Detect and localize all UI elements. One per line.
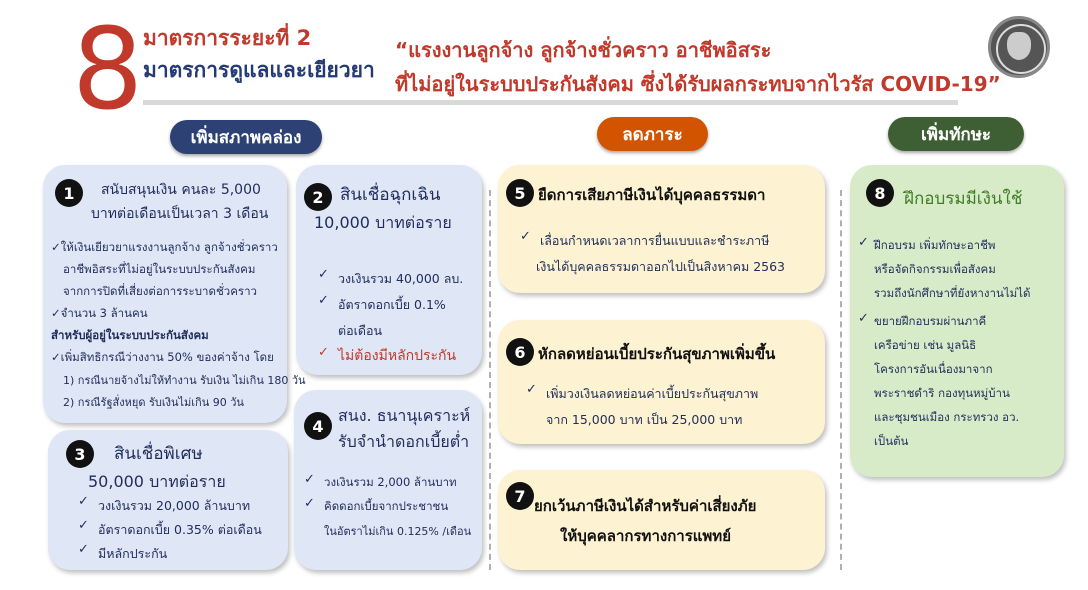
check-icon: ✓	[318, 267, 329, 282]
check-icon: ✓	[858, 311, 869, 326]
check-icon: ✓	[304, 496, 315, 511]
card-line: คิดดอกเบี้ยจากประชาชน	[324, 499, 449, 513]
card-subheading: สำหรับผู้อยู่ในระบบประกันสังคม	[51, 328, 209, 342]
measure-subtitle: มาตรการดูแลและเยียวยา	[143, 58, 375, 82]
card-line: ฝึกอบรม เพิ่มทักษะอาชีพ	[874, 238, 996, 252]
card-title: หักลดหย่อนเบี้ยประกันสุขภาพเพิ่มขึ้น	[538, 345, 776, 363]
section-skills: เพิ่มทักษะ	[888, 117, 1024, 151]
card-title: ยืดการเสียภาษีเงินได้บุคคลธรรมดา	[538, 186, 766, 204]
card-special-loan	[48, 430, 288, 570]
card-title-2: ให้บุคคลากรทางการแพทย์	[560, 527, 731, 545]
card-line: รวมถึงนักศึกษาที่ยังหางานไม่ได้	[874, 286, 1031, 300]
card-title: สินเชื่อพิเศษ	[114, 444, 203, 464]
check-icon: ✓	[78, 542, 89, 557]
card-paid-training	[850, 165, 1064, 477]
card-line: มีหลักประกัน	[98, 546, 168, 561]
card-line: เพิ่มวงเงินลดหย่อนค่าเบี้ยประกันสุขภาพ	[546, 386, 759, 401]
check-icon: ✓	[520, 229, 531, 244]
card-line: อัตราดอกเบี้ย 0.1%	[338, 297, 446, 312]
card-title: สนับสนุนเงิน คนละ 5,000	[101, 182, 261, 198]
card-line: เป็นต้น	[874, 434, 909, 448]
card-emergency-loan	[296, 165, 482, 375]
card-title-2: 10,000 บาทต่อราย	[314, 213, 452, 232]
card-title: ฝึกอบรมมีเงินใช้	[904, 189, 1023, 209]
card-line: เงินได้บุคคลธรรมดาออกไปเป็นสิงหาคม 2563	[536, 259, 786, 274]
check-icon: ✓	[858, 235, 869, 250]
card-line: ✓ให้เงินเยียวยาแรงงานลูกจ้าง ลูกจ้างชั่วคราว	[51, 240, 278, 254]
column-divider	[840, 190, 842, 570]
card-medical-risk-allowance	[498, 470, 825, 570]
card-line: จาก 15,000 บาท เป็น 25,000 บาท	[546, 412, 743, 427]
card-health-insurance-deduction	[498, 320, 825, 444]
card-line: โครงการอันเนื่องมาจาก	[874, 362, 993, 376]
card-line: ✓จำนวน 3 ล้านคน	[51, 306, 148, 320]
card-line: เลื่อนกำหนดเวลาการยื่นแบบและชำระภาษี	[540, 233, 770, 248]
card-line: ในอัตราไม่เกิน 0.125% /เดือน	[324, 525, 472, 538]
card-title: สินเชื่อฉุกเฉิน	[340, 185, 441, 205]
garuda-icon	[1007, 32, 1031, 60]
card-title-2: บาทต่อเดือนเป็นเวลา 3 เดือน	[91, 206, 269, 222]
card-line: หรือจัดกิจกรรมเพื่อสังคม	[874, 262, 996, 276]
card-number: 2	[304, 183, 332, 211]
card-number: 6	[506, 338, 534, 366]
section-liquidity: เพิ่มสภาพคล่อง	[170, 120, 322, 154]
check-icon: ✓	[304, 472, 315, 487]
card-line: จากการปิดที่เสี่ยงต่อการระบาดชั่วคราว	[63, 284, 258, 298]
card-number: 4	[304, 412, 332, 440]
card-line: ✓เพิ่มสิทธิกรณีว่างงาน 50% ของค่าจ้าง โดย	[51, 350, 274, 364]
card-title: สนง. ธนานุเคราะห์	[338, 406, 471, 425]
card-line-highlight: ไม่ต้องมีหลักประกัน	[338, 348, 457, 364]
card-title-2: รับจำนำดอกเบี้ยต่ำ	[338, 432, 470, 451]
card-title: ยกเว้นภาษีเงินได้สำหรับค่าเสี่ยงภัย	[534, 497, 757, 515]
card-line: วงเงินรวม 2,000 ล้านบาท	[324, 475, 457, 489]
card-tax-deferral	[498, 165, 825, 293]
card-number: 5	[506, 179, 534, 207]
card-line: และชุมชนเมือง กระทรวง อว.	[874, 410, 1020, 424]
card-line: วงเงินรวม 20,000 ล้านบาท	[98, 498, 251, 513]
measure-phase-title: มาตรการระยะที่ 2	[143, 26, 312, 50]
check-icon: ✓	[318, 293, 329, 308]
header-divider	[143, 100, 958, 105]
card-number: 7	[506, 482, 534, 510]
quote-line-1: “แรงงานลูกจ้าง ลูกจ้างชั่วคราว อาชีพอิสระ	[395, 38, 772, 62]
card-line: เครือข่าย เช่น มูลนิธิ	[874, 338, 977, 352]
card-number: 3	[66, 440, 94, 468]
card-line: พระราชดำริ กองทุนหมู่บ้าน	[874, 386, 1010, 400]
card-line: วงเงินรวม 40,000 ลบ.	[338, 271, 464, 286]
card-number: 1	[55, 179, 83, 207]
card-number: 8	[866, 179, 894, 207]
card-pawnshop	[294, 390, 482, 570]
card-line: อาชีพอิสระที่ไม่อยู่ในระบบประกันสังคม	[63, 262, 256, 276]
check-icon: ✓	[318, 345, 329, 360]
check-icon: ✓	[526, 382, 537, 397]
card-line: 1) กรณีนายจ้างไม่ให้ทำงาน รับเงิน ไม่เกิน 180 วัน	[63, 374, 306, 387]
quote-line-2: ที่ไม่อยู่ในระบบประกันสังคม ซึ่งได้รับผลกระทบจากไวรัส COVID-19”	[395, 72, 1001, 96]
measure-number: 8	[72, 5, 144, 135]
section-burden: ลดภาระ	[597, 117, 708, 151]
check-icon: ✓	[78, 494, 89, 509]
card-cash-support	[43, 165, 306, 423]
card-title-2: 50,000 บาทต่อราย	[88, 472, 226, 491]
ministry-logo	[988, 16, 1050, 78]
card-line: ขยายฝึกอบรมผ่านภาคี	[874, 314, 987, 328]
card-line: ต่อเดือน	[338, 323, 383, 338]
check-icon: ✓	[78, 518, 89, 533]
card-line: อัตราดอกเบี้ย 0.35% ต่อเดือน	[98, 522, 262, 537]
card-line: 2) กรณีรัฐสั่งหยุด รับเงินไม่เกิน 90 วัน	[63, 396, 244, 409]
column-divider	[489, 190, 491, 570]
